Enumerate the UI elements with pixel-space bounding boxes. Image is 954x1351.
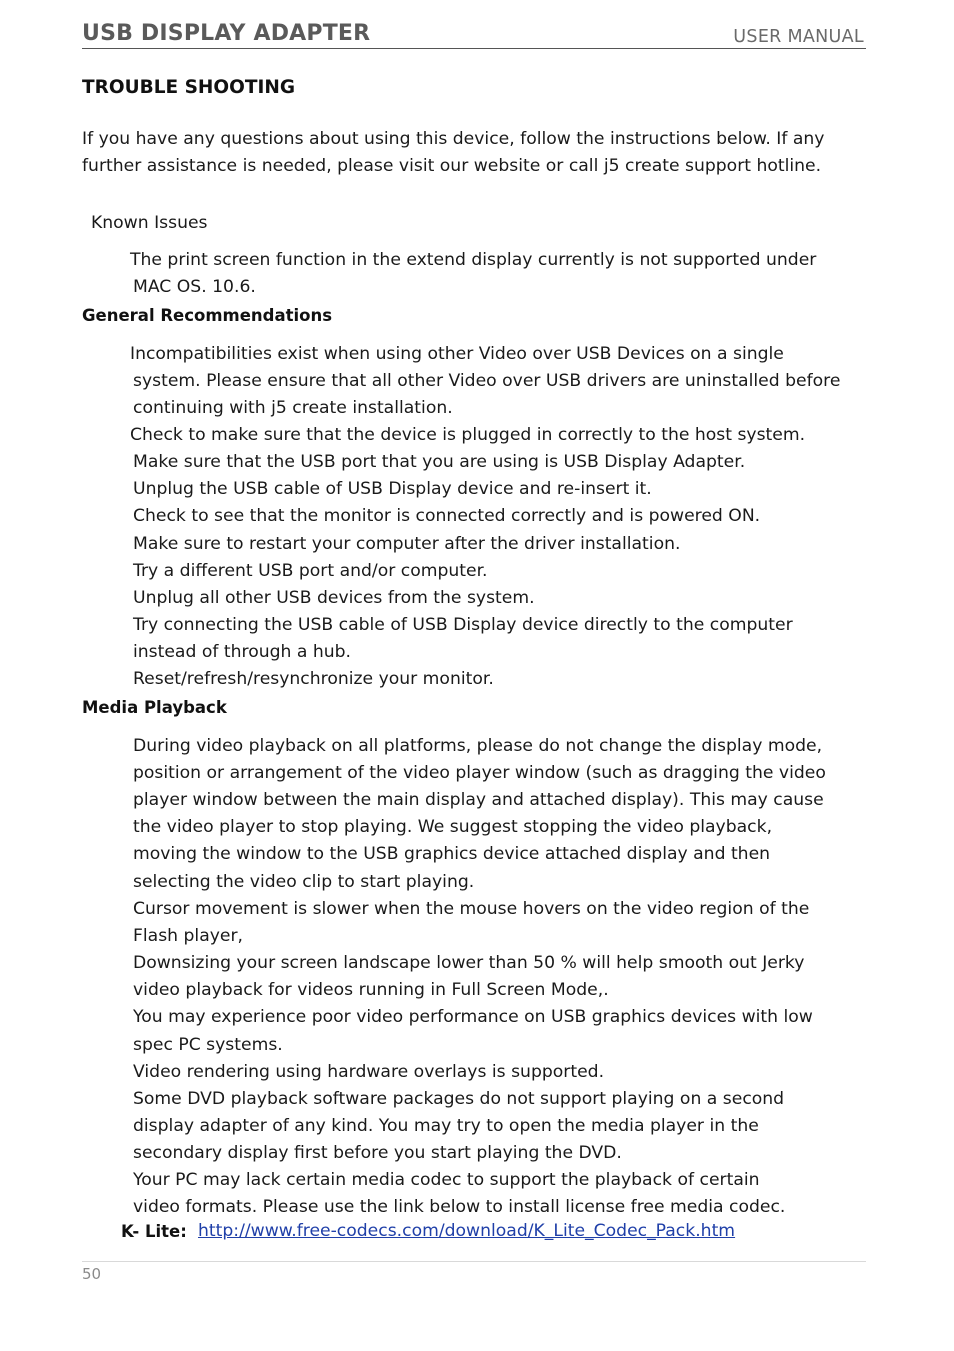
page-header (82, 20, 866, 49)
media-line: display adapter of any kind. You may try to open the media player in the (133, 1116, 759, 1136)
media-line: video formats. Please use the link below to install license free media codec. (133, 1197, 786, 1217)
media-line: selecting the video clip to start playing. (133, 872, 475, 892)
klite-download-link[interactable]: http://www.free-codecs.com/download/K_Lite_Codec_Pack.htm (198, 1221, 736, 1241)
footer-divider (82, 1261, 866, 1262)
recommendation-line: Check to see that the monitor is connected correctly and is powered ON. (133, 506, 761, 526)
media-line: Downsizing your screen landscape lower than 50 % will help smooth out Jerky (133, 953, 805, 973)
media-line: You may experience poor video performance on USB graphics devices with low (133, 1007, 813, 1027)
media-line: the video player to stop playing. We suggest stopping the video playback, (133, 817, 773, 837)
media-line: video playback for videos running in Full Screen Mode,. (133, 980, 609, 1000)
recommendation-line: Unplug all other USB devices from the system. (133, 588, 535, 608)
klite-label: K- Lite: (121, 1222, 187, 1241)
recommendation-line: Reset/refresh/resynchronize your monitor. (133, 669, 494, 689)
section-title: TROUBLE SHOOTING (82, 77, 296, 98)
recommendation-line: Try connecting the USB cable of USB Display device directly to the computer (133, 615, 793, 635)
recommendation-line: Unplug the USB cable of USB Display device and re-insert it. (133, 479, 652, 499)
recommendation-line: instead of through a hub. (133, 642, 352, 662)
recommendation-line: Incompatibilities exist when using other Video over USB Devices on a single (130, 344, 784, 364)
intro-line: If you have any questions about using this device, follow the instructions below. If any (82, 129, 825, 149)
media-line: moving the window to the USB graphics device attached display and then (133, 844, 771, 864)
known-issue-line: MAC OS. 10.6. (133, 277, 256, 297)
media-line: Video rendering using hardware overlays is supported. (133, 1062, 605, 1082)
recommendation-line: Make sure to restart your computer after the driver installation. (133, 534, 681, 554)
media-line: player window between the main display and attached display). This may cause (133, 790, 824, 810)
media-line: Your PC may lack certain media codec to support the playback of certain (133, 1170, 760, 1190)
media-line: During video playback on all platforms, please do not change the display mode, (133, 736, 823, 756)
general-recommendations-heading: General Recommendations (82, 306, 333, 325)
media-line: Cursor movement is slower when the mouse hovers on the video region of the (133, 899, 810, 919)
page-number: 50 (82, 1265, 102, 1283)
media-line: Flash player, (133, 926, 243, 946)
known-issue-line: The print screen function in the extend display currently is not supported under (130, 250, 817, 270)
media-playback-heading: Media Playback (82, 698, 227, 717)
recommendation-line: Try a different USB port and/or computer. (133, 561, 488, 581)
header-subtitle: USER MANUAL (733, 27, 864, 47)
media-line: secondary display first before you start playing the DVD. (133, 1143, 622, 1163)
recommendation-line: Make sure that the USB port that you are using is USB Display Adapter. (133, 452, 746, 472)
header-title: USB DISPLAY ADAPTER (82, 21, 371, 46)
recommendation-line: continuing with j5 create installation. (133, 398, 453, 418)
known-issues-heading: Known Issues (91, 213, 208, 233)
media-line: position or arrangement of the video player window (such as dragging the video (133, 763, 826, 783)
recommendation-line: system. Please ensure that all other Video over USB drivers are uninstalled before (133, 371, 841, 391)
media-line: Some DVD playback software packages do not support playing on a second (133, 1089, 785, 1109)
media-line: spec PC systems. (133, 1035, 283, 1055)
intro-line: further assistance is needed, please visit our website or call j5 create support hotline. (82, 156, 822, 176)
recommendation-line: Check to make sure that the device is plugged in correctly to the host system. (130, 425, 806, 445)
